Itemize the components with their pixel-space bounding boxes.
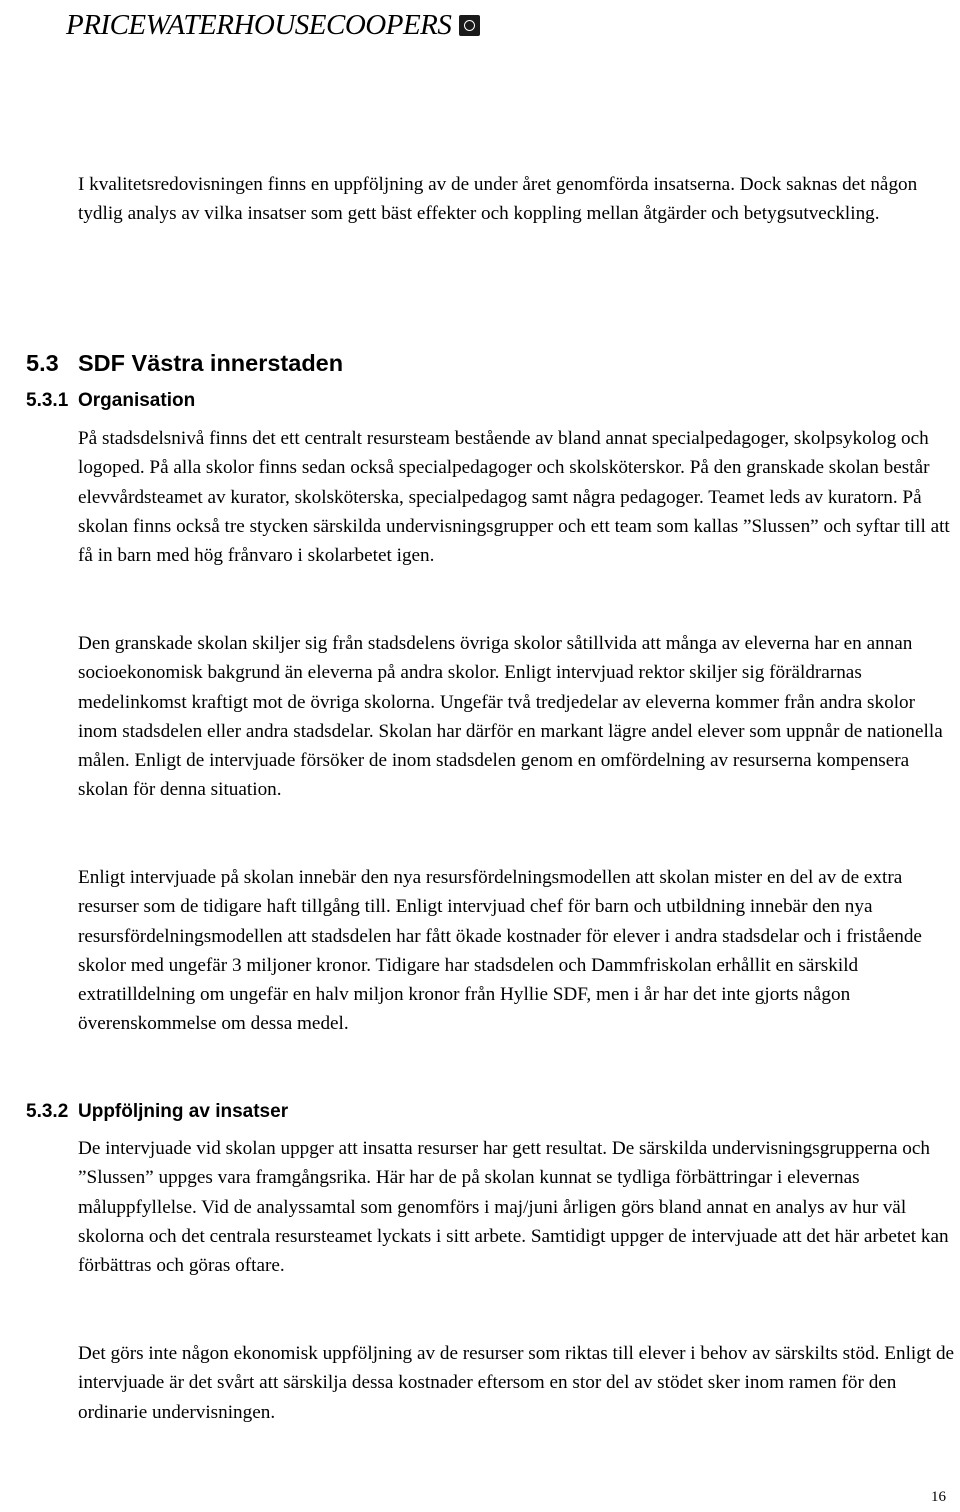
company-logo — [66, 0, 480, 50]
section-heading-5-3 — [26, 348, 343, 378]
page-number: 16 — [931, 1489, 946, 1505]
logo-emblem-icon — [459, 15, 480, 36]
section-heading-5-3-1 — [26, 388, 195, 414]
subsection-number: 5.3.2 — [26, 1101, 69, 1122]
organisation-paragraph-2: Den granskade skolan skiljer sig från stadsdelens övriga skolor såtillvida att många av eleverna har en annan socioekonomisk bakgrund än eleverna på andra skolor. Enligt intervjuad rektor skiljer sig föräldrarnas medelinkomst kraftigt mot de övriga skolorna. Ungefär två tredjedelar av eleverna kommer från andra skolor inom stadsdelen eller andra stadsdelar. Skolan har därför en markant lägre andel elever som uppnår de nationella målen. Enligt de intervjuade försöker de inom stadsdelen genom en omfördelning av resurserna kompensera skolan för denna situation. — [78, 633, 943, 801]
follow-up-paragraph-1: De intervjuade vid skolan uppger att insatta resurser har gett resultat. De särskilda undervisningsgrupperna och ”Slussen” uppges vara framgångsrika. Här har de på skolan kunnat se tydliga förbättringar i elevernas måluppfyllelse. Vid de analyssamtal som genomförs i maj/juni årligen görs bland annat en analys av hur väl skolorna och det centrala resursteamet lyckats i sitt arbete. Samtidigt uppger de intervjuade att det här arbetet kan förbättras och göras oftare. — [78, 1138, 949, 1277]
intro-paragraph: I kvalitetsredovisningen finns en uppföljning av de under året genomförda insatserna. Dock saknas det någon tydlig analys av vilka insatser som gett bäst effekter och koppling mellan åtgärder och betygsutveckling. — [78, 174, 918, 225]
subsection-title: Organisation — [78, 390, 196, 411]
section-number: 5.3 — [26, 350, 59, 376]
follow-up-paragraph-2: Det görs inte någon ekonomisk uppföljning av de resurser som riktas till elever i behov av särskilts stöd. Enligt de intervjuade är det svårt att särskilja dessa kostnader eftersom en stor del av stödet sker inom ramen för den ordinarie undervisningen. — [78, 1343, 955, 1423]
organisation-paragraph-1: På stadsdelsnivå finns det ett centralt resursteam bestående av bland annat specialpedagoger, skolpsykolog och logoped. På alla skolor finns sedan också specialpedagoger och skolsköterskor. På den granskade skolan består elevvårdsteamet av kurator, skolsköterska, specialpedagog samt några pedagoger. Teamet leds av kuratorn. På skolan finns också tre stycken särskilda undervisningsgrupper och ett team som kallas ”Slussen” och syftar till att få in barn med hög frånvaro i skolarbetet igen. — [78, 428, 950, 567]
section-title: SDF Västra innerstaden — [78, 350, 344, 376]
section-heading-5-3-2 — [26, 1099, 288, 1125]
subsection-number: 5.3.1 — [26, 390, 69, 411]
subsection-title: Uppföljning av insatser — [78, 1101, 289, 1122]
logo-text: PRICEWATERHOUSECOOPERS — [66, 8, 452, 41]
organisation-paragraph-3: Enligt intervjuade på skolan innebär den nya resursfördelningsmodellen att skolan mister en del av de extra resurser som de tidigare haft tillgång till. Enligt intervjuad chef för barn och utbildning innebär den nya resursfördelningsmodellen att stadsdelen har fått ökade kostnader för elever i andra stadsdelar och i fristående skolor med ungefär 3 miljoner kronor. Tidigare har stadsdelen och Dammfriskolan erhållit en särskild extratilldelning om ungefär en halv miljon kronor från Hyllie SDF, men i år har det inte gjorts någon överenskommelse om dessa medel. — [78, 867, 922, 1035]
